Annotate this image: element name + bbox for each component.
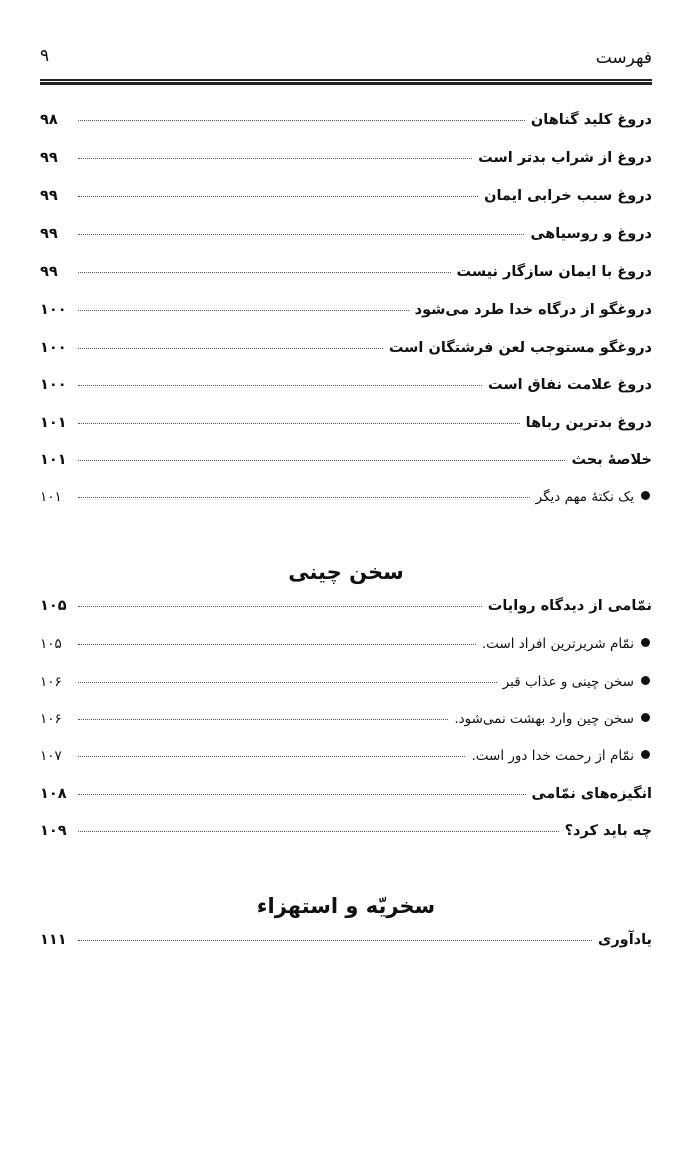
toc-entry[interactable]	[40, 340, 652, 368]
toc-entry-title: یک نکتهٔ مهم دیگر	[535, 489, 634, 505]
dot-leader	[78, 460, 565, 461]
dot-leader	[78, 385, 482, 386]
toc-entry[interactable]	[40, 377, 652, 405]
bullet-icon	[641, 676, 650, 685]
toc-entry-page: ۱۰۰	[40, 340, 67, 356]
toc-entry-title: دروغ علامت نفاق است	[488, 377, 652, 393]
dot-leader	[78, 606, 482, 607]
toc-entry-page: ۱۰۹	[40, 823, 67, 839]
toc-entry-page: ۹۹	[40, 226, 58, 242]
dot-leader	[78, 831, 559, 832]
toc-entry-title: دروغ سبب خرابی ایمان	[484, 188, 652, 204]
toc-subentry[interactable]	[40, 711, 652, 739]
toc-entry[interactable]	[40, 786, 652, 814]
toc-entry-page: ۱۰۰	[40, 377, 67, 393]
dot-leader	[78, 644, 476, 645]
toc-entry-title: سخن چینی و عذاب قبر	[502, 674, 634, 690]
toc-entry-page: ۱۰۷	[40, 748, 62, 764]
dot-leader	[78, 158, 472, 159]
toc-subentry[interactable]	[40, 636, 652, 664]
toc-entry[interactable]	[40, 598, 652, 626]
toc-entry-page: ۱۰۱	[40, 415, 67, 431]
toc-entry[interactable]	[40, 302, 652, 330]
toc-entry-page: ۹۹	[40, 150, 58, 166]
toc-entry[interactable]	[40, 264, 652, 292]
toc-entry-title: دروغ کلید گناهان	[530, 112, 652, 128]
dot-leader	[78, 756, 465, 757]
dot-leader	[78, 940, 592, 941]
dot-leader	[78, 348, 383, 349]
toc-entry-title: دروغ با ایمان سازگار نیست	[456, 264, 652, 280]
toc-subentry[interactable]	[40, 489, 652, 517]
toc-entry-title: دروغ از شراب بدتر است	[478, 150, 652, 166]
section-heading: سخریّه و استهزاء	[256, 894, 436, 918]
toc-entry-title: خلاصهٔ بحث	[571, 452, 652, 468]
bullet-icon	[641, 750, 650, 759]
toc-entry[interactable]	[40, 226, 652, 254]
toc-entry-title: چه باید کرد؟	[564, 823, 652, 839]
toc-entry-title: سخن چین وارد بهشت نمی‌شود.	[454, 711, 634, 727]
dot-leader	[78, 719, 448, 720]
toc-entry[interactable]	[40, 188, 652, 216]
toc-entry[interactable]	[40, 823, 652, 851]
dot-leader	[78, 682, 497, 683]
toc-entry-page: ۹۹	[40, 264, 58, 280]
toc-entry-page: ۱۰۱	[40, 452, 67, 468]
dot-leader	[78, 196, 478, 197]
toc-entry[interactable]	[40, 932, 652, 960]
running-head-title: فهرست	[595, 48, 652, 68]
toc-entry[interactable]	[40, 150, 652, 178]
toc-entry-title: دروغگو مستوجب لعن فرشتگان است	[388, 340, 652, 356]
toc-entry-title: انگیزه‌های نمّامی	[531, 786, 652, 802]
toc-subentry[interactable]	[40, 674, 652, 702]
toc-entry[interactable]	[40, 112, 652, 140]
header-double-rule	[40, 79, 652, 85]
toc-entry-page: ۱۰۵	[40, 636, 62, 652]
toc-entry-page: ۱۰۸	[40, 786, 67, 802]
running-head	[40, 44, 652, 74]
section-heading: سخن چینی	[288, 560, 404, 584]
toc-entry-page: ۱۰۶	[40, 711, 62, 727]
toc-subentry[interactable]	[40, 748, 652, 776]
running-head-page-number: ۹	[40, 46, 50, 66]
toc-entry-title: نمّامی از دیدگاه روایات	[487, 598, 652, 614]
toc-entry[interactable]	[40, 415, 652, 443]
toc-entry-page: ۱۰۰	[40, 302, 67, 318]
toc-entry-page: ۹۹	[40, 188, 58, 204]
dot-leader	[78, 120, 525, 121]
bullet-icon	[641, 491, 650, 500]
bullet-icon	[641, 713, 650, 722]
toc-entry-page: ۱۱۱	[40, 932, 67, 948]
toc-entry-title: دروغ و روسیاهی	[530, 226, 652, 242]
dot-leader	[78, 497, 530, 498]
toc-entry-page: ۱۰۵	[40, 598, 67, 614]
dot-leader	[78, 272, 451, 273]
dot-leader	[78, 423, 520, 424]
toc-entry-page: ۱۰۱	[40, 489, 62, 505]
toc-entry-title: نمّام شریرترین افراد است.	[481, 636, 634, 652]
toc-entry-title: یادآوری	[598, 932, 652, 948]
toc-entry[interactable]	[40, 452, 652, 480]
bullet-icon	[641, 638, 650, 647]
toc-entry-title: دروغ بدترین رباها	[525, 415, 652, 431]
dot-leader	[78, 234, 524, 235]
dot-leader	[78, 794, 526, 795]
toc-entry-title: نمّام از رحمت خدا دور است.	[471, 748, 634, 764]
toc-entry-page: ۱۰۶	[40, 674, 62, 690]
dot-leader	[78, 310, 409, 311]
toc-entry-title: دروغگو از درگاه خدا طرد می‌شود	[414, 302, 652, 318]
toc-entry-page: ۹۸	[40, 112, 58, 128]
